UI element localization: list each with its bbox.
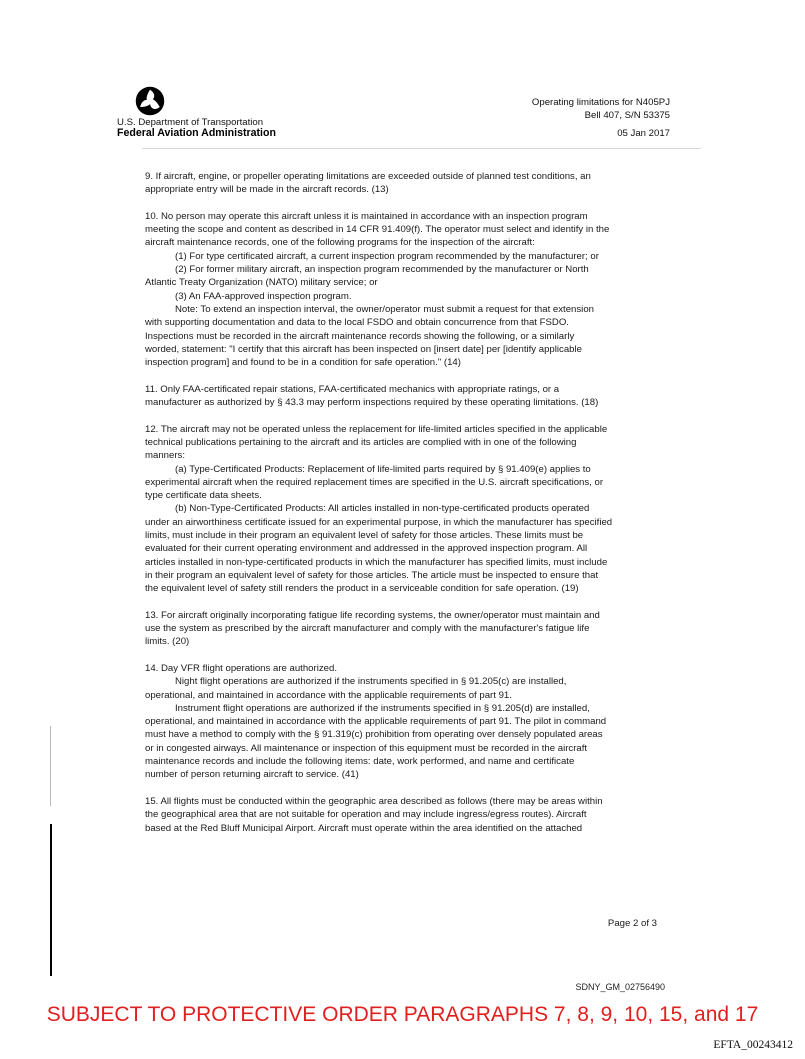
paragraph-line: Note: To extend an inspection interval, the owner/operator must submit a request for that extension (175, 303, 594, 315)
department-name: U.S. Department of Transportation (117, 117, 264, 128)
paragraph-line: (b) Non-Type-Certificated Products: All articles installed in non-type-certificated products operated (175, 503, 590, 515)
paragraph (145, 795, 665, 835)
paragraph (145, 423, 665, 596)
paragraph-line: in their program an equivalent level of safety for those articles. The article must be inspected to ensure that (145, 569, 599, 581)
paragraph-line: Atlantic Treaty Organization (NATO) military service; or (145, 277, 378, 289)
paragraph-line: (a) Type-Certificated Products: Replacement of life-limited parts required by § 91.409(e) applies to (175, 463, 591, 475)
paragraph-line: the equivalent level of safety still renders the product in a serviceable condition for safe operation. (19) (145, 583, 579, 595)
operating-limitations-title: Operating limitations for N405PJ (531, 97, 670, 108)
dot-logo-icon (135, 86, 165, 116)
paragraph-line: inspection program] and found to be in a condition for safe operation." (14) (145, 357, 461, 369)
paragraph (145, 662, 665, 782)
bates-number: SDNY_GM_02756490 (575, 982, 665, 992)
document-body (145, 170, 665, 835)
paragraph (145, 210, 665, 370)
paragraph (145, 609, 665, 649)
paragraph-line: 9. If aircraft, engine, or propeller operating limitations are exceeded outside of planned test conditions, an (145, 171, 591, 182)
paragraph-line: Inspections must be recorded in the aircraft maintenance records showing the following, or a similarly (145, 330, 575, 342)
paragraph-line: limits. (20) (145, 636, 190, 648)
paragraph-line: worded, statement: "I certify that this aircraft has been inspected on [insert date] per [identify applicable (145, 343, 582, 355)
paragraph-line: number of person returning aircraft to service. (41) (145, 769, 359, 781)
paragraph-line: aircraft maintenance records, one of the following programs for the inspection of the aircraft: (145, 237, 535, 249)
paragraph-line: must have a method to comply with the § 91.319(c) prohibition from operating over densely populated areas (145, 729, 603, 741)
paragraph-line: based at the Red Bluff Municipal Airport. Aircraft must operate within the area identified on the attached (145, 822, 583, 834)
paragraph-line: operational, and maintained in accordance with the applicable requirements of part 91. The pilot in command (145, 716, 607, 728)
margin-mark (50, 726, 51, 806)
paragraph-line: the geographical area that are not suitable for operation and may include ingress/egress routes). Aircraft (145, 809, 587, 821)
document-header (532, 96, 670, 122)
paragraph-line: manners: (145, 450, 185, 462)
document-date: 05 Jan 2017 (617, 128, 670, 139)
paragraph-line: (1) For type certificated aircraft, a current inspection program recommended by the manufacturer; or (175, 250, 599, 262)
paragraph-line: evaluated for their current operating environment and addressed in the approved inspection program. All (145, 543, 588, 555)
paragraph-line: 10. No person may operate this aircraft unless it is maintained in accordance with an inspection program (145, 210, 588, 222)
protective-order-notice: SUBJECT TO PROTECTIVE ORDER PARAGRAPHS 7, 8, 9, 10, 15, and 17 (46, 1003, 759, 1026)
paragraph-line: limits, must include in their program an equivalent level of safety for those articles. These limits must be (145, 530, 584, 542)
paragraph-line: Instrument flight operations are authorized if the instruments specified in § 91.205(d) are installed, (175, 702, 590, 714)
paragraph-line: 14. Day VFR flight operations are authorized. (145, 662, 337, 674)
paragraph-line: 12. The aircraft may not be operated unless the replacement for life-limited articles specified in the applicable (145, 423, 608, 435)
paragraph-line: operational, and maintained in accordance with the applicable requirements of part 91. (145, 689, 512, 701)
efta-number: EFTA_00243412 (713, 1039, 793, 1051)
paragraph-line: 11. Only FAA-certificated repair stations, FAA-certificated mechanics with appropriate ratings, or a (145, 383, 560, 395)
paragraph-line: with supporting documentation and data to the local FSDO and obtain concurrence from that FSDO. (145, 317, 569, 329)
paragraph-line: (3) An FAA-approved inspection program. (175, 290, 352, 302)
paragraph-line: maintenance records and include the following items: date, work performed, and name and certificate (145, 756, 575, 768)
paragraph-line: use the system as prescribed by the aircraft manufacturer and comply with the manufacturer's fatigue life (145, 623, 590, 635)
aircraft-identifier: Bell 407, S/N 53375 (584, 110, 670, 121)
paragraph-line: (2) For former military aircraft, an inspection program recommended by the manufacturer or North (175, 264, 589, 276)
paragraph-line: manufacturer as authorized by § 43.3 may perform inspections required by these operating limitations. (18) (145, 397, 599, 409)
paragraph-line: experimental aircraft when the required replacement times are specified in the U.S. aircraft specifications, or (145, 476, 604, 488)
paragraph-line: meeting the scope and content as described in 14 CFR 91.409(f). The operator must select and identify in the (145, 224, 610, 236)
agency-name: Federal Aviation Administration (117, 127, 276, 139)
margin-bar (50, 824, 52, 976)
header-divider (142, 148, 701, 149)
paragraph (145, 170, 665, 197)
page-number: Page 2 of 3 (607, 918, 657, 929)
paragraph-line: under an airworthiness certificate issued for an experimental purpose, in which the manufacturer has specified (145, 516, 613, 528)
paragraph-line: or in congested airways. All maintenance or inspection of this equipment must be recorded in the aircraft (145, 742, 588, 754)
paragraph-line: articles installed in non-type-certificated products in which the manufacturer has specified limits, must include (145, 556, 608, 568)
paragraph-line: appropriate entry will be made in the aircraft records. (13) (145, 184, 389, 196)
paragraph-line: type certificate data sheets. (145, 490, 262, 502)
paragraph-line: 13. For aircraft originally incorporating fatigue life recording systems, the owner/operator must maintain and (145, 609, 600, 621)
paragraph-line: Night flight operations are authorized if the instruments specified in § 91.205(c) are installed, (175, 676, 567, 688)
paragraph-line: 15. All flights must be conducted within the geographic area described as follows (there may be areas within (145, 795, 603, 807)
paragraph (145, 383, 665, 410)
paragraph-line: technical publications pertaining to the aircraft and its articles are complied with in one of the following (145, 436, 577, 448)
